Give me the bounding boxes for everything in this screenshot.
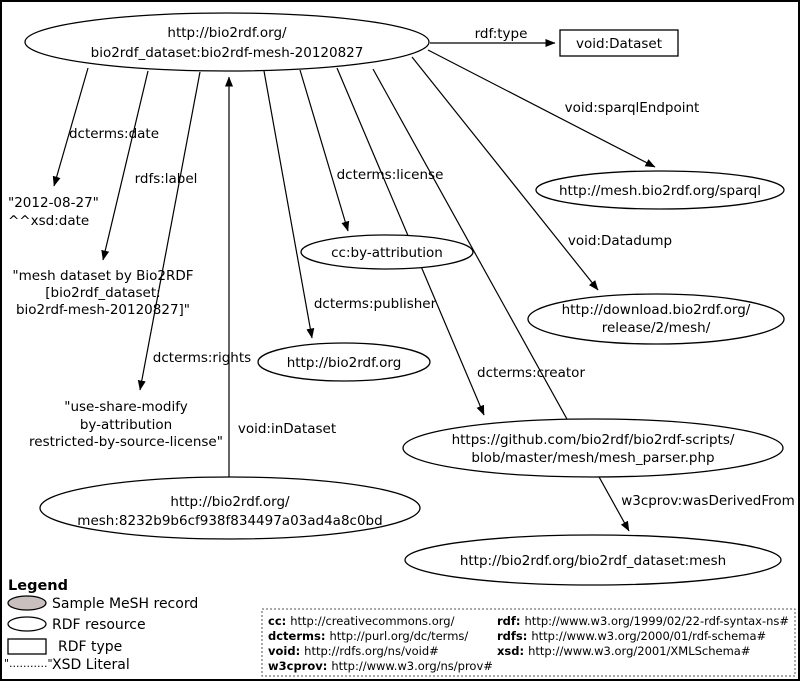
- legend-literal-label: XSD Literal: [52, 657, 130, 673]
- rights-literal-line1: "use-share-modify: [64, 399, 188, 415]
- namespace-w3cprov: w3cprov: http://www.w3.org/ns/prov#: [268, 659, 493, 673]
- rights-literal-line3: restricted-by-source-license": [29, 434, 223, 450]
- date-literal-line2: ^^xsd:date: [8, 213, 90, 229]
- sample-record-label-line1: http://bio2rdf.org/: [170, 494, 290, 510]
- edge-label-datadump: void:Datadump: [567, 233, 673, 249]
- label-literal-line3: bio2rdf-mesh-20120827]": [15, 302, 191, 318]
- namespace-void: void: http://rdfs.org/ns/void#: [268, 644, 439, 658]
- edge-label-date: dcterms:date: [68, 126, 160, 142]
- sparql-endpoint-label: http://mesh.bio2rdf.org/sparql: [558, 183, 762, 199]
- dataset-version-label-line1: http://bio2rdf.org/: [167, 25, 287, 41]
- datadump-label-line2: release/2/mesh/: [601, 320, 711, 336]
- edge-label-wasderivedfrom: w3cprov:wasDerivedFrom: [621, 493, 795, 509]
- legend-type-label: RDF type: [58, 639, 123, 655]
- creator-script-label-line1: https://github.com/bio2rdf/bio2rdf-scripts/: [451, 432, 735, 448]
- rdf-type-box-label: void:Dataset: [576, 36, 662, 52]
- legend-sample-label: Sample MeSH record: [52, 596, 199, 612]
- label-literal-line2: [bio2rdf_dataset:: [45, 285, 161, 301]
- edge-label-label: rdfs:label: [134, 171, 198, 187]
- rights-literal-line2: by-attribution: [79, 417, 173, 433]
- namespace-cc: cc: http://creativecommons.org/: [268, 614, 455, 628]
- legend: [4, 578, 198, 673]
- legend-resource-label: RDF resource: [52, 617, 146, 633]
- sample-record-ellipse-icon: [8, 596, 46, 610]
- rdf-type-rect-icon: [8, 639, 46, 654]
- creator-script-node: [403, 419, 783, 477]
- label-literal-line1: "mesh dataset by Bio2RDF: [12, 268, 194, 284]
- namespace-xsd: xsd: http://www.w3.org/2001/XMLSchema#: [497, 644, 751, 658]
- derived-dataset-label: http://bio2rdf.org/bio2rdf_dataset:mesh: [459, 553, 727, 569]
- edge-dcterms-publisher: [264, 71, 312, 338]
- legend-title: Legend: [8, 578, 68, 594]
- edge-label-publisher: dcterms:publisher: [313, 296, 437, 312]
- dataset-version-node: [25, 13, 429, 71]
- namespace-rdfs: rdfs: http://www.w3.org/2000/01/rdf-schema#: [497, 629, 767, 643]
- edge-label-license: dcterms:license: [336, 167, 444, 183]
- edge-label-indataset: void:inDataset: [237, 421, 337, 437]
- date-literal-line1: "2012-08-27": [8, 195, 99, 211]
- xsd-literal-quote-icon: "...........": [4, 657, 53, 670]
- edge-rdfs-label: [103, 71, 148, 260]
- creator-script-label-line2: blob/master/mesh/mesh_parser.php: [471, 450, 715, 466]
- edge-label-sparqlendpoint: void:sparqlEndpoint: [564, 100, 700, 116]
- namespace-dcterms: dcterms: http://purl.org/dc/terms/: [268, 629, 469, 643]
- edge-dcterms-rights: [140, 72, 200, 390]
- rdf-resource-ellipse-icon: [8, 617, 46, 631]
- edge-label-rights: dcterms:rights: [152, 350, 252, 366]
- publisher-label: http://bio2rdf.org: [286, 355, 402, 371]
- edge-label-creator: dcterms:creator: [477, 365, 585, 381]
- edge-label-rdf-type: rdf:type: [474, 26, 528, 42]
- datadump-label-line1: http://download.bio2rdf.org/: [561, 302, 751, 318]
- literals: [8, 195, 223, 450]
- namespace-rdf: rdf: http://www.w3.org/1999/02/22-rdf-syntax-ns#: [497, 614, 790, 628]
- dataset-version-label-line2: bio2rdf_dataset:bio2rdf-mesh-20120827: [90, 45, 364, 61]
- namespace-box: [262, 609, 795, 676]
- license-label: cc:by-attribution: [331, 245, 443, 261]
- edge-dcterms-license: [300, 70, 348, 231]
- sample-record-label-line2: mesh:8232b9b6cf938f834497a03ad4a8c0bd: [77, 513, 383, 529]
